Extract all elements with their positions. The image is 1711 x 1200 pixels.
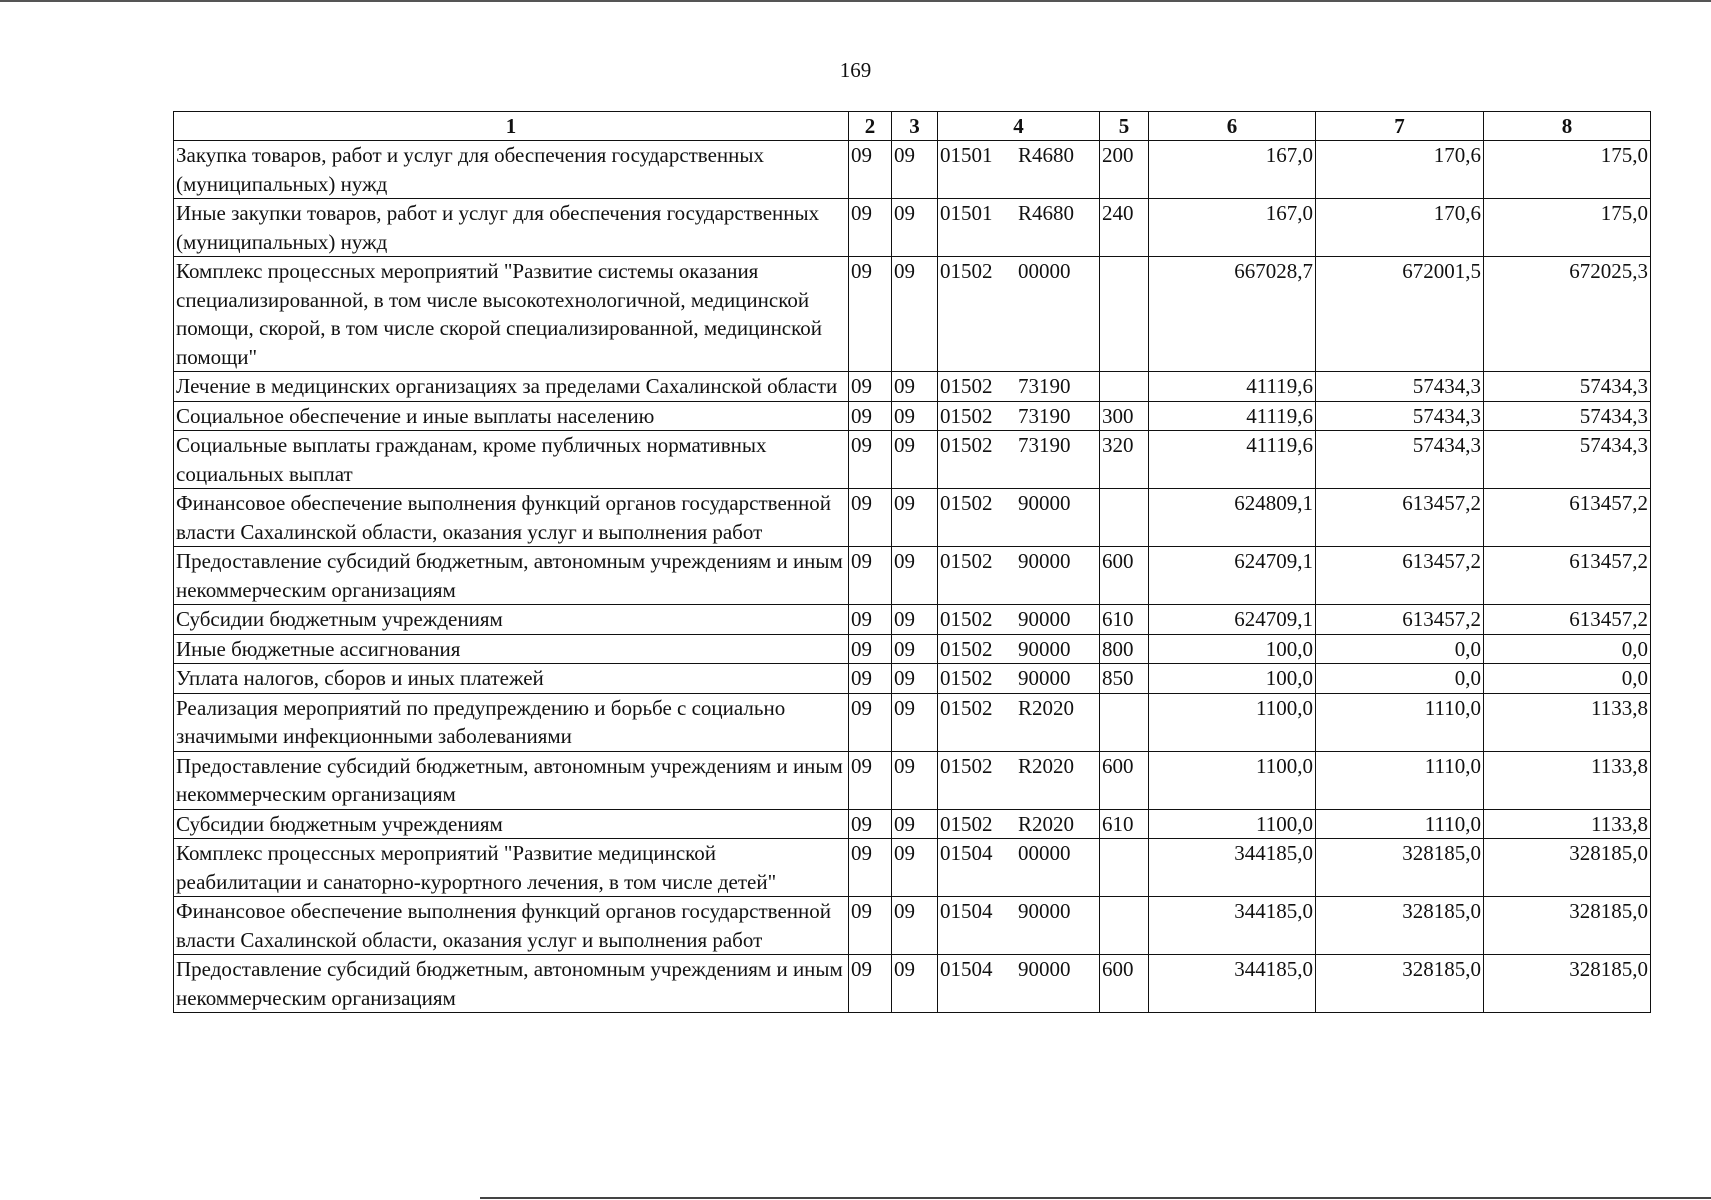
section-code-cell: 09 [849,401,892,431]
expense-type-cell [1100,693,1149,751]
row-name-cell: Комплекс процессных мероприятий "Развитие системы оказания специализированной, в том числе высокотехнологичной, медицинской помощи, скорой, в том числе скорой специализированной, медицинской помощи" [174,257,849,372]
table-row [174,897,1651,955]
table-row [174,693,1651,751]
section-code-cell: 09 [849,372,892,402]
expense-type-cell: 320 [1100,431,1149,489]
program-code-part-b: R4680 [1018,201,1075,225]
expense-type-cell: 240 [1100,199,1149,257]
program-code-part-a: 01502 [940,695,993,720]
row-name-cell: Субсидии бюджетным учреждениям [174,809,849,839]
program-code-part-a: 01501 [940,143,993,167]
amount-col6-cell: 624709,1 [1149,605,1316,635]
subsection-code-cell: 09 [892,372,938,402]
amount-col8-cell: 175,0 [1484,141,1651,199]
amount-col8-cell: 0,0 [1484,634,1651,664]
row-name-cell: Предоставление субсидий бюджетным, автономным учреждениям и иным некоммерческим организациям [174,955,849,1013]
program-code-part-b: 90000 [1018,636,1071,661]
header-cell: 2 [849,112,892,141]
top-scan-border [0,0,1711,2]
row-name-cell: Закупка товаров, работ и услуг для обеспечения государственных (муниципальных) нужд [174,141,849,199]
program-code-cell [938,141,1100,199]
expense-type-cell: 800 [1100,634,1149,664]
expense-type-cell: 300 [1100,401,1149,431]
section-code-cell: 09 [849,257,892,372]
amount-col8-cell: 613457,2 [1484,489,1651,547]
table-row [174,634,1651,664]
program-code-part-a: 01502 [940,374,993,398]
expense-type-cell: 600 [1100,751,1149,809]
amount-col8-cell: 57434,3 [1484,401,1651,431]
table-row [174,664,1651,694]
table-row [174,431,1651,489]
table-row [174,257,1651,372]
expense-type-cell [1100,839,1149,897]
amount-col6-cell: 167,0 [1149,141,1316,199]
subsection-code-cell: 09 [892,634,938,664]
amount-col6-cell: 344185,0 [1149,897,1316,955]
program-code-cell [938,839,1100,897]
program-code-cell [938,401,1100,431]
amount-col7-cell: 328185,0 [1316,955,1484,1013]
program-code-part-a: 01502 [940,753,993,778]
section-code-cell: 09 [849,141,892,199]
row-name-cell: Иные бюджетные ассигнования [174,634,849,664]
section-code-cell: 09 [849,547,892,605]
amount-col7-cell: 57434,3 [1316,401,1484,431]
program-code-part-b: 00000 [1018,259,1071,283]
table-row [174,141,1651,199]
amount-col8-cell: 175,0 [1484,199,1651,257]
expense-type-cell: 600 [1100,547,1149,605]
amount-col8-cell: 1133,8 [1484,809,1651,839]
section-code-cell: 09 [849,489,892,547]
row-name-cell: Субсидии бюджетным учреждениям [174,605,849,635]
amount-col6-cell: 1100,0 [1149,751,1316,809]
subsection-code-cell: 09 [892,489,938,547]
program-code-part-a: 01504 [940,841,993,865]
program-code-part-a: 01502 [940,607,993,631]
header-cell: 8 [1484,112,1651,141]
subsection-code-cell: 09 [892,809,938,839]
program-code-part-b: 90000 [1018,491,1071,515]
program-code-part-b: 73190 [1018,374,1071,398]
subsection-code-cell: 09 [892,401,938,431]
expense-type-cell: 600 [1100,955,1149,1013]
amount-col6-cell: 100,0 [1149,634,1316,664]
subsection-code-cell: 09 [892,693,938,751]
program-code-part-b: 90000 [1018,899,1071,923]
amount-col6-cell: 41119,6 [1149,372,1316,402]
program-code-cell [938,257,1100,372]
header-cell: 3 [892,112,938,141]
expense-type-cell [1100,257,1149,372]
program-code-part-b: R2020 [1018,753,1075,778]
section-code-cell: 09 [849,839,892,897]
budget-table [173,111,1651,1013]
amount-col7-cell: 57434,3 [1316,372,1484,402]
amount-col8-cell: 328185,0 [1484,897,1651,955]
expense-type-cell: 610 [1100,809,1149,839]
page-number: 169 [839,58,872,82]
amount-col6-cell: 41119,6 [1149,431,1316,489]
amount-col6-cell: 41119,6 [1149,401,1316,431]
amount-col6-cell: 167,0 [1149,199,1316,257]
amount-col6-cell: 100,0 [1149,664,1316,694]
section-code-cell: 09 [849,199,892,257]
amount-col8-cell: 613457,2 [1484,605,1651,635]
amount-col7-cell: 170,6 [1316,199,1484,257]
table-header-row [174,112,1651,141]
section-code-cell: 09 [849,955,892,1013]
program-code-cell [938,751,1100,809]
section-code-cell: 09 [849,634,892,664]
table-row [174,751,1651,809]
section-code-cell: 09 [849,751,892,809]
expense-type-cell [1100,489,1149,547]
program-code-part-a: 01502 [940,549,993,573]
expense-type-cell: 610 [1100,605,1149,635]
program-code-part-a: 01502 [940,403,993,428]
row-name-cell: Уплата налогов, сборов и иных платежей [174,664,849,694]
program-code-cell [938,955,1100,1013]
program-code-part-b: 73190 [1018,433,1071,457]
program-code-part-a: 01504 [940,957,993,981]
section-code-cell: 09 [849,809,892,839]
expense-type-cell [1100,897,1149,955]
program-code-cell [938,693,1100,751]
table-row [174,489,1651,547]
program-code-part-a: 01502 [940,636,993,661]
program-code-part-b: 90000 [1018,549,1071,573]
amount-col6-cell: 624709,1 [1149,547,1316,605]
amount-col7-cell: 328185,0 [1316,897,1484,955]
row-name-cell: Финансовое обеспечение выполнения функций органов государственной власти Сахалинской области, оказания услуг и выполнения работ [174,489,849,547]
table-row [174,839,1651,897]
amount-col6-cell: 344185,0 [1149,839,1316,897]
row-name-cell: Комплекс процессных мероприятий "Развитие медицинской реабилитации и санаторно-курортного лечения, в том числе детей" [174,839,849,897]
row-name-cell: Реализация мероприятий по предупреждению и борьбе с социально значимыми инфекционными заболеваниями [174,693,849,751]
row-name-cell: Социальное обеспечение и иные выплаты населению [174,401,849,431]
amount-col8-cell: 1133,8 [1484,693,1651,751]
section-code-cell: 09 [849,897,892,955]
section-code-cell: 09 [849,693,892,751]
subsection-code-cell: 09 [892,257,938,372]
section-code-cell: 09 [849,664,892,694]
row-name-cell: Лечение в медицинских организациях за пределами Сахалинской области [174,372,849,402]
subsection-code-cell: 09 [892,547,938,605]
program-code-cell [938,897,1100,955]
program-code-part-a: 01501 [940,201,993,225]
subsection-code-cell: 09 [892,141,938,199]
program-code-cell [938,605,1100,635]
program-code-part-a: 01502 [940,811,993,836]
amount-col8-cell: 57434,3 [1484,372,1651,402]
expense-type-cell [1100,372,1149,402]
amount-col7-cell: 0,0 [1316,634,1484,664]
row-name-cell: Финансовое обеспечение выполнения функций органов государственной власти Сахалинской области, оказания услуг и выполнения работ [174,897,849,955]
amount-col6-cell: 1100,0 [1149,693,1316,751]
table-row [174,547,1651,605]
program-code-cell [938,547,1100,605]
row-name-cell: Предоставление субсидий бюджетным, автономным учреждениям и иным некоммерческим организациям [174,547,849,605]
program-code-part-b: R4680 [1018,143,1075,167]
amount-col7-cell: 1110,0 [1316,751,1484,809]
table-row [174,605,1651,635]
table-body [174,141,1651,1013]
amount-col8-cell: 1133,8 [1484,751,1651,809]
header-cell: 4 [938,112,1100,141]
amount-col7-cell: 170,6 [1316,141,1484,199]
amount-col7-cell: 613457,2 [1316,489,1484,547]
program-code-part-b: 90000 [1018,666,1071,690]
amount-col7-cell: 672001,5 [1316,257,1484,372]
program-code-cell [938,809,1100,839]
program-code-cell [938,199,1100,257]
program-code-cell [938,664,1100,694]
table-row [174,955,1651,1013]
amount-col7-cell: 1110,0 [1316,693,1484,751]
amount-col7-cell: 613457,2 [1316,605,1484,635]
amount-col8-cell: 613457,2 [1484,547,1651,605]
subsection-code-cell: 09 [892,199,938,257]
table-row [174,401,1651,431]
amount-col6-cell: 667028,7 [1149,257,1316,372]
row-name-cell: Социальные выплаты гражданам, кроме публичных нормативных социальных выплат [174,431,849,489]
program-code-part-b: R2020 [1018,695,1075,720]
subsection-code-cell: 09 [892,955,938,1013]
program-code-cell [938,634,1100,664]
amount-col7-cell: 328185,0 [1316,839,1484,897]
row-name-cell: Предоставление субсидий бюджетным, автономным учреждениям и иным некоммерческим организациям [174,751,849,809]
amount-col8-cell: 328185,0 [1484,839,1651,897]
amount-col7-cell: 1110,0 [1316,809,1484,839]
section-code-cell: 09 [849,605,892,635]
header-cell: 7 [1316,112,1484,141]
amount-col8-cell: 328185,0 [1484,955,1651,1013]
program-code-part-a: 01502 [940,259,993,283]
program-code-part-b: R2020 [1018,811,1075,836]
bottom-scan-border [480,1197,1711,1199]
header-cell: 5 [1100,112,1149,141]
subsection-code-cell: 09 [892,431,938,489]
table-row [174,372,1651,402]
subsection-code-cell: 09 [892,605,938,635]
program-code-part-b: 90000 [1018,607,1071,631]
table-row [174,199,1651,257]
amount-col7-cell: 0,0 [1316,664,1484,694]
row-name-cell: Иные закупки товаров, работ и услуг для обеспечения государственных (муниципальных) нужд [174,199,849,257]
program-code-part-a: 01504 [940,899,993,923]
program-code-part-a: 01502 [940,666,993,690]
amount-col7-cell: 57434,3 [1316,431,1484,489]
subsection-code-cell: 09 [892,839,938,897]
program-code-part-b: 90000 [1018,957,1071,981]
amount-col6-cell: 344185,0 [1149,955,1316,1013]
header-cell: 6 [1149,112,1316,141]
amount-col8-cell: 57434,3 [1484,431,1651,489]
program-code-cell [938,489,1100,547]
subsection-code-cell: 09 [892,751,938,809]
amount-col6-cell: 1100,0 [1149,809,1316,839]
program-code-part-b: 73190 [1018,403,1071,428]
amount-col7-cell: 613457,2 [1316,547,1484,605]
table-row [174,809,1651,839]
program-code-cell [938,431,1100,489]
amount-col8-cell: 0,0 [1484,664,1651,694]
section-code-cell: 09 [849,431,892,489]
subsection-code-cell: 09 [892,664,938,694]
program-code-part-a: 01502 [940,433,993,457]
subsection-code-cell: 09 [892,897,938,955]
program-code-part-a: 01502 [940,491,993,515]
program-code-part-b: 00000 [1018,841,1071,865]
expense-type-cell: 850 [1100,664,1149,694]
amount-col8-cell: 672025,3 [1484,257,1651,372]
amount-col6-cell: 624809,1 [1149,489,1316,547]
expense-type-cell: 200 [1100,141,1149,199]
header-cell: 1 [174,112,849,141]
program-code-cell [938,372,1100,402]
